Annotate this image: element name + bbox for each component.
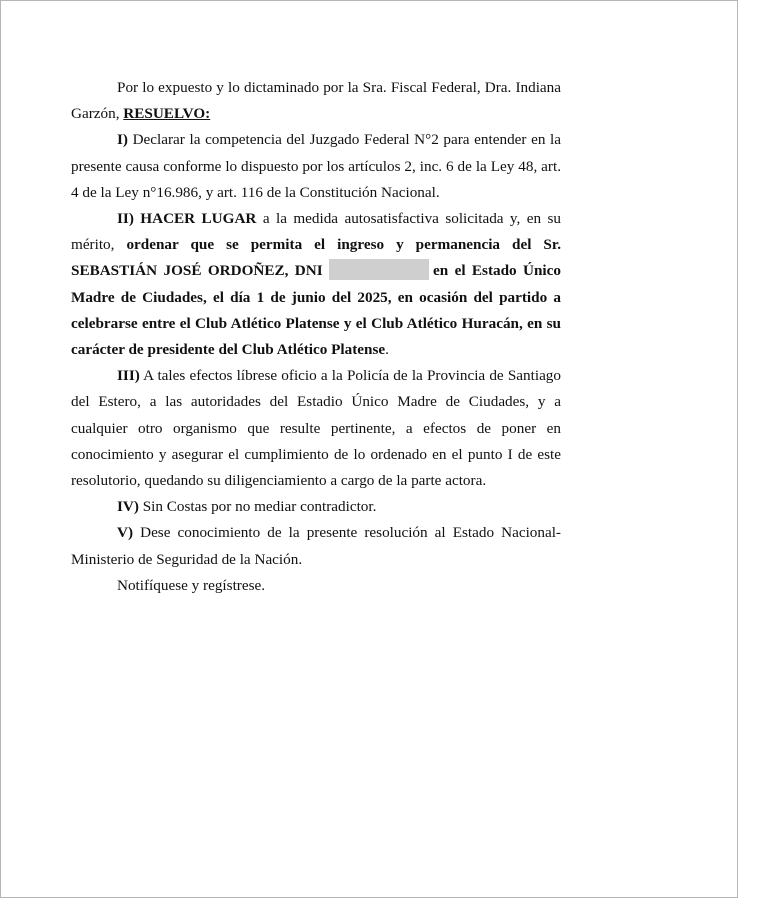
point-5-number: V) (117, 524, 134, 542)
closing-paragraph (71, 573, 561, 599)
point-3-text: A tales efectos líbrese oficio a la Policía de la Provincia de Santiago del Estero, a las autoridades del Estadio Único Madre de Ciudades, y a cualquier otro organismo que resulte pertinente, a efectos de poner en conocimiento y asegurar el cumplimiento de lo ordenado en el punto I de este resolutorio, quedando su diligenciamiento a cargo de la parte actora. (71, 367, 561, 490)
page-margin (739, 0, 767, 900)
resuelvo-heading: RESUELVO: (123, 105, 211, 123)
resolution-text (71, 75, 561, 599)
redacted-dni (329, 259, 429, 280)
point-4-text: Sin Costas por no mediar contradictor. (138, 498, 377, 516)
point-5-paragraph (71, 520, 561, 572)
point-1-paragraph (71, 127, 561, 206)
point-2-number: II) HACER LUGAR (117, 210, 257, 228)
point-1-text: Declarar la competencia del Juzgado Federal N°2 para entender en la presente causa conforme lo dispuesto por los artículos 2, inc. 6 de la Ley 48, art. 4 de la Ley n°16.986, y art. 116 de la Constitución Nacional. (71, 131, 561, 201)
point-3-number: III) (117, 367, 140, 385)
point-2-end: . (385, 341, 389, 359)
point-4-number: IV) (117, 498, 139, 516)
point-1-number: I) (117, 131, 128, 149)
intro-text: Por lo expuesto y lo dictaminado por la Sra. Fiscal Federal, Dra. Indiana Garzón, (71, 79, 561, 123)
point-2-order-continuation: en el Estado Único Madre de Ciudades, el día 1 de junio del 2025, en ocasión del partido a celebrarse entre el Club Atlético Platense y el Club Atlético Huracán, en su carácter de presidente del Club Atlético Platense (71, 262, 561, 359)
point-4-paragraph (71, 494, 561, 520)
closing-text: Notifíquese y regístrese. (117, 576, 266, 594)
point-2-text: a la medida autosatisfactiva solicitada y, en su mérito, (71, 210, 562, 254)
point-5-text: Dese conocimiento de la presente resolución al Estado Nacional-Ministerio de Seguridad de la Nación. (71, 524, 561, 568)
point-2-order-text: ordenar que se permita el ingreso y permanencia del Sr. SEBASTIÁN JOSÉ ORDOÑEZ, DNI (71, 236, 561, 280)
point-3-paragraph (71, 363, 561, 494)
intro-paragraph (71, 75, 561, 127)
point-2-paragraph (71, 206, 561, 363)
